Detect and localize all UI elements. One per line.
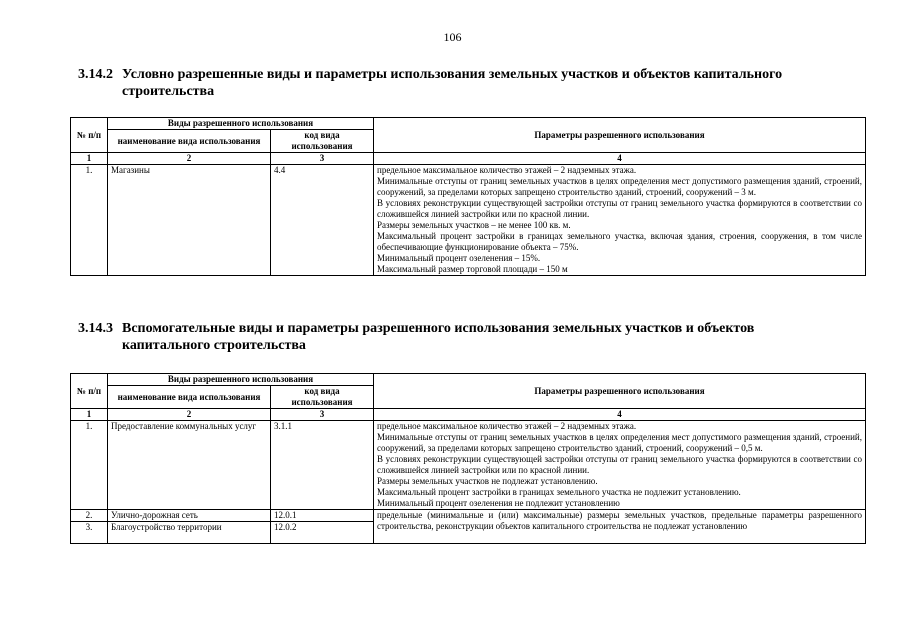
row-num: 2.: [71, 510, 108, 522]
param-line: Минимальные отступы от границ земельных участков в целях определения мест допустимого размещения зданий, строений, сооружений, за пределами которых запрещено строительство зданий, строений, сооружений – 0,5 м.: [377, 432, 862, 453]
section-title-line2: капитального строительства: [122, 338, 306, 353]
conditional-uses-table: [70, 117, 866, 276]
param-line: Минимальные отступы от границ земельных участков в целях определения мест допустимого размещения зданий, строений, сооружений, за пределами которых запрещено строительство зданий, строений, сооружений – 3 м.: [377, 176, 862, 197]
header-group: Виды разрешенного использования: [108, 118, 374, 130]
row-code: 3.1.1: [271, 421, 374, 510]
header-group: Виды разрешенного использования: [108, 374, 374, 386]
row-params-merged: [374, 510, 866, 544]
header-params: Параметры разрешенного использования: [374, 374, 866, 409]
col-index: 2: [108, 409, 271, 421]
row-name: Предоставление коммунальных услуг: [108, 421, 271, 510]
table-row: [71, 421, 866, 510]
row-name: Улично-дорожная сеть: [108, 510, 271, 522]
section-number: 3.14.2: [78, 67, 113, 82]
row-params: [374, 165, 866, 276]
col-index: 2: [108, 153, 271, 165]
section-heading-3-14-2: [78, 66, 863, 100]
row-code: 12.0.2: [271, 522, 374, 544]
table-row: [71, 165, 866, 276]
header-name: наименование вида использования: [108, 386, 271, 409]
param-line: Размеры земельных участков – не менее 100 кв. м.: [377, 220, 571, 230]
param-line: Максимальный размер торговой площади – 150 м: [377, 264, 568, 274]
row-code: 4.4: [271, 165, 374, 276]
section-title-line1: Условно разрешенные виды и параметры использования земельных участков и объектов капитального: [122, 67, 783, 82]
row-name: Благоустройство территории: [108, 522, 271, 544]
param-line: Размеры земельных участков не подлежат установлению.: [377, 476, 598, 486]
row-name: Магазины: [108, 165, 271, 276]
header-num: № п/п: [71, 118, 108, 153]
row-num: 3.: [71, 522, 108, 544]
col-index: 4: [374, 409, 866, 421]
header-code: код вида использования: [271, 130, 374, 153]
page-number: 106: [443, 30, 462, 44]
header-params: Параметры разрешенного использования: [374, 118, 866, 153]
col-index: 3: [271, 153, 374, 165]
param-line: Максимальный процент застройки в границах земельного участка, включая здания, строения, сооружения, в том числе обеспечивающие функционирование объекта – 75%.: [377, 231, 862, 252]
param-line: В условиях реконструкции существующей застройки отступы от границ земельного участка формируются в соответствии со сложившейся линией застройки или по красной линии.: [377, 198, 862, 219]
row-num: 1.: [71, 421, 108, 510]
header-num: № п/п: [71, 374, 108, 409]
row-num: 1.: [71, 165, 108, 276]
table-row: [71, 510, 866, 522]
param-line: предельные (минимальные и (или) максимальные) размеры земельных участков, предельные параметры разрешенного строительства, реконструкции объектов капитального строительства не подлежат установлению: [377, 510, 862, 531]
param-line: предельное максимальное количество этажей – 2 надземных этажа.: [377, 165, 637, 175]
row-params: [374, 421, 866, 510]
param-line: Минимальный процент озеленения – 15%.: [377, 253, 541, 263]
param-line: В условиях реконструкции существующей застройки отступы от границ земельного участка формируются в соответствии со сложившейся линией застройки или по красной линии.: [377, 454, 862, 475]
col-index: 1: [71, 409, 108, 421]
section-heading-3-14-3: [78, 320, 863, 354]
section-title-line1: Вспомогательные виды и параметры разрешенного использования земельных участков и объектов: [122, 321, 755, 336]
row-code: 12.0.1: [271, 510, 374, 522]
col-index: 4: [374, 153, 866, 165]
section-number: 3.14.3: [78, 321, 113, 336]
header-name: наименование вида использования: [108, 130, 271, 153]
header-code: код вида использования: [271, 386, 374, 409]
col-index: 3: [271, 409, 374, 421]
param-line: предельное максимальное количество этажей – 2 надземных этажа.: [377, 421, 637, 431]
param-line: Минимальный процент озеленения не подлежит установлению: [377, 498, 620, 508]
section-title-line2: строительства: [122, 84, 215, 99]
col-index: 1: [71, 153, 108, 165]
param-line: Максимальный процент застройки в границах земельного участка не подлежит установлению.: [377, 487, 741, 497]
auxiliary-uses-table: [70, 373, 866, 544]
